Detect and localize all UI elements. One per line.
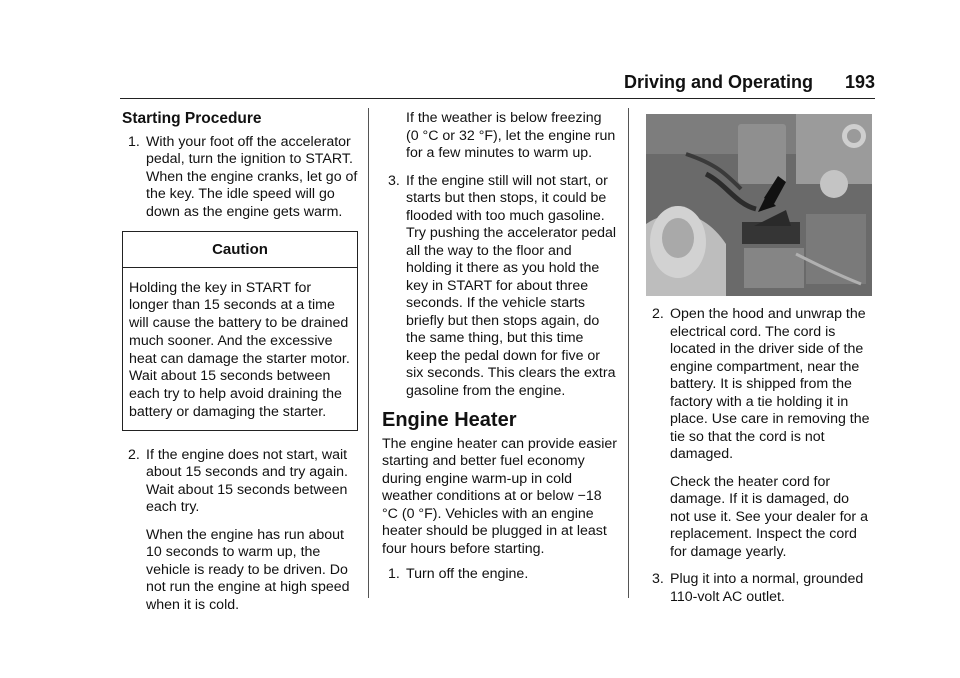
step-text: Open the hood and unwrap the electrical cord. The cord is located in the driver side of the engine compartment, near the battery. It is shipped from the factory with a tie holding it in place. Use care in removing the tie so that the cord is not damaged. — [670, 306, 870, 462]
step-note: When the engine has run about 10 seconds to warm up, the vehicle is ready to be driven. Do not run the engine at high speed when it is cold. — [146, 526, 350, 613]
section-title-engine-heater: Engine Heater — [382, 409, 517, 431]
list-item — [122, 447, 358, 517]
column-divider — [368, 108, 369, 598]
step-number: 3. — [388, 172, 400, 189]
engine-heater-intro: The engine heater can provide easier starting and better fuel economy during engine warm-up in cold weather conditions at or below −18 °C (0 °F). Vehicles with an engine heater should be plugged in at least four hours before starting. — [382, 435, 618, 557]
header-title: Driving and Operating — [623, 72, 813, 92]
caution-text: Holding the key in START for longer than 15 seconds at a time will cause the battery to be drained much sooner. And the excessive heat can damage the starter motor. Wait about 15 seconds between each try to help avoid draining the battery or damaging the starter. — [129, 279, 350, 421]
column-3 — [646, 110, 872, 616]
list-item — [646, 306, 872, 464]
step-text: Turn off the engine. — [406, 566, 529, 582]
page-number: 193 — [844, 72, 875, 92]
step-text: If the engine does not start, wait about 15 seconds and try again. Wait about 15 seconds between each try. — [146, 446, 348, 516]
page-header — [120, 70, 875, 100]
step-text: With your foot off the accelerator pedal, turn the ignition to START. When the engine cranks, let go of the key. The idle speed will go down as the engine gets warm. — [146, 133, 358, 220]
caution-title: Caution — [123, 232, 357, 268]
step-continuation: If the weather is below freezing (0 °C or 32 °F), let the engine run for a few minutes to warm up. — [406, 110, 616, 161]
step-note: Check the heater cord for damage. If it is damaged, do not use it. See your dealer for a replacement. Inspect the cord for damage yearly. — [670, 473, 868, 560]
step-number: 1. — [388, 566, 400, 582]
step-number: 2. — [652, 306, 664, 322]
engine-compartment-photo — [646, 114, 872, 296]
column-divider — [628, 108, 629, 598]
caution-box — [122, 231, 358, 431]
step-number: 3. — [652, 571, 664, 587]
header-rule — [120, 98, 875, 99]
column-1 — [122, 110, 358, 624]
list-item — [646, 571, 872, 606]
list-item — [382, 566, 618, 584]
step-number: 2. — [128, 446, 140, 463]
step-text: Plug it into a normal, grounded 110-volt AC outlet. — [670, 571, 864, 605]
engine-photo-illustration — [646, 114, 872, 296]
list-item — [382, 173, 618, 401]
section-title-starting-procedure: Starting Procedure — [122, 110, 262, 127]
list-item — [122, 134, 358, 222]
step-text: If the engine still will not start, or starts but then stops, it could be flooded with too much gasoline. Try pushing the accelerator pedal all the way to the floor and holding it there as you hold the key in START for about three seconds. If the vehicle starts briefly but then stops again, do the same thing, but this time keep the pedal down for five or six seconds. This clears the extra gasoline from the engine. — [406, 172, 617, 399]
column-2 — [382, 110, 618, 594]
step-number: 1. — [128, 133, 140, 150]
